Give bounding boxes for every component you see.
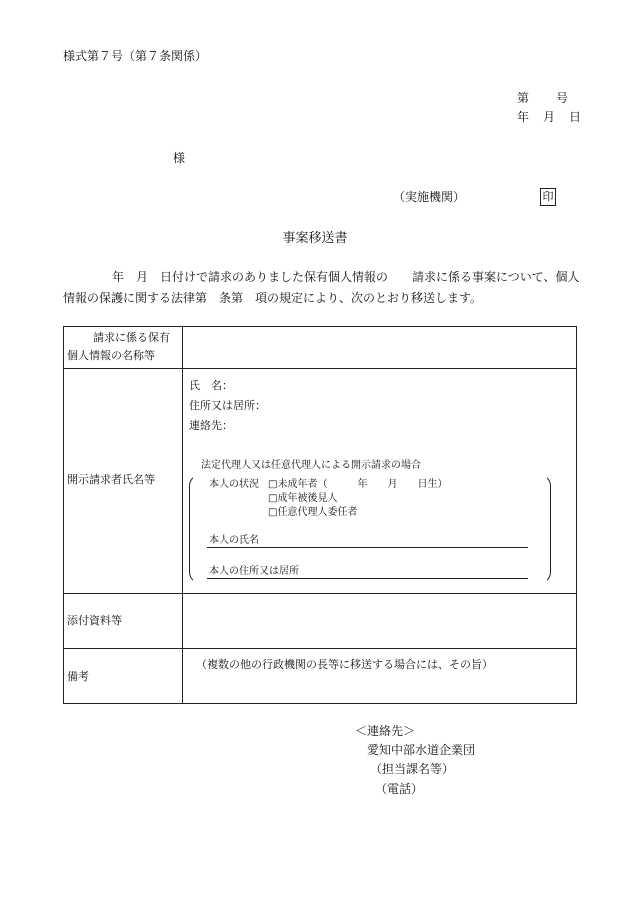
requester-contact-field: 連絡先： <box>189 419 233 432</box>
body-line-2: 情報の保護に関する法律第 条第 項の規定により、次のとおり移送します。 <box>63 291 483 305</box>
remarks-note: （複数の他の行政機関の長等に移送する場合には、その旨） <box>196 658 493 671</box>
proxy-section-title: 法定代理人又は任意代理人による開示請求の場合 <box>201 460 421 471</box>
checkbox-minor[interactable]: □未成年者（ 年 月 日生） <box>268 479 448 490</box>
document-number-line: 第 号 <box>517 91 570 105</box>
principal-name-label: 本人の氏名 <box>209 535 259 546</box>
checkbox-voluntary-proxy[interactable]: □任意代理人委任者 <box>268 507 358 518</box>
issuer-label: （実施機関） <box>393 190 466 204</box>
requester-label: 開示請求者氏名等 <box>67 473 155 486</box>
table-row-divider <box>64 368 576 369</box>
info-name-label-line2: 個人情報の名称等 <box>67 349 155 362</box>
principal-name-underline[interactable] <box>207 547 528 548</box>
document-title: 事案移送書 <box>282 231 348 246</box>
table-row-divider <box>64 648 576 649</box>
date-line: 年 月 日 <box>517 110 583 124</box>
requester-name-field: 氏 名： <box>189 379 233 392</box>
contact-organization: 愛知中部水道企業団 <box>367 743 476 757</box>
table-column-divider <box>182 327 183 703</box>
principal-address-underline[interactable] <box>207 578 528 579</box>
checkbox-adult-ward[interactable]: □成年被後見人 <box>268 493 338 504</box>
form-number: 様式第７号（第７条関係） <box>63 49 208 63</box>
contact-heading: ＜連絡先＞ <box>355 724 416 738</box>
principal-address-label: 本人の住所又は居所 <box>209 566 299 577</box>
info-name-label-line1: 請求に係る保有 <box>93 331 170 344</box>
seal-mark: 印 <box>540 188 556 206</box>
attachments-label: 添付資料等 <box>67 614 122 627</box>
contact-phone: （電話） <box>375 782 424 796</box>
table-row-divider <box>64 593 576 594</box>
contact-department: （担当課名等） <box>370 762 455 776</box>
principal-status-label: 本人の状況 <box>209 479 259 490</box>
addressee-suffix: 様 <box>173 151 186 165</box>
body-line-1: 年 月 日付けで請求のありました保有個人情報の 請求に係る事案について、個人 <box>112 270 580 284</box>
remarks-label: 備考 <box>67 670 89 683</box>
requester-address-field: 住所又は居所： <box>189 399 266 412</box>
